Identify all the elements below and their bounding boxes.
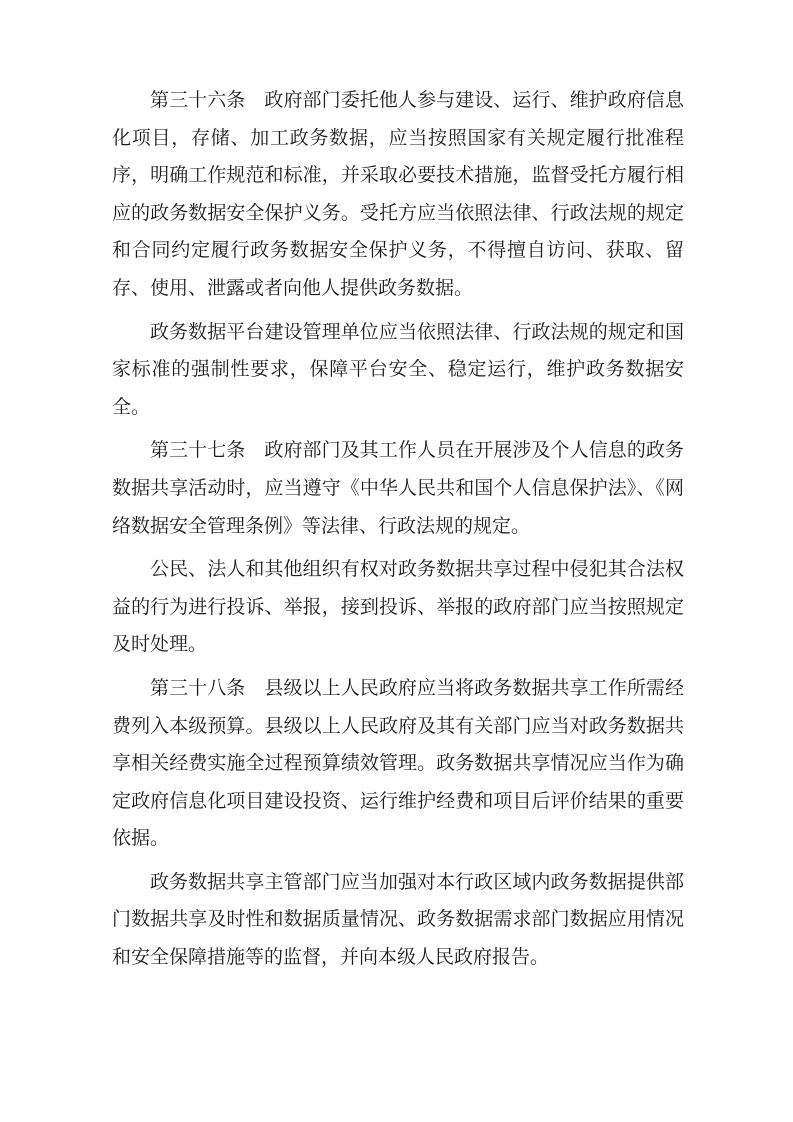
paragraph-article-38 (112, 670, 684, 858)
document-body (112, 82, 684, 983)
article-number: 第三十六条 (150, 89, 246, 111)
paragraph-text: 政务数据共享主管部门应当加强对本行政区域内政务数据提供部门数据共享及时性和数据质量情况、政务数据需求部门数据应用情况和安全保障措施等的监督，并向本级人民政府报告。 (112, 870, 684, 969)
paragraph-supervision (112, 864, 684, 977)
paragraph-text: 政府部门委托他人参与建设、运行、维护政府信息化项目，存储、加工政务数据，应当按照国家有关规定履行批准程序，明确工作规范和标准，并采取必要技术措施，监督受托方履行相应的政务数据安全保护义务。受托方应当依照法律、行政法规的规定和合同约定履行政务数据安全保护义务，不得擅自访问、获取、留存、使用、泄露或者向他人提供政务数据。 (112, 89, 684, 299)
paragraph-text: 公民、法人和其他组织有权对政务数据共享过程中侵犯其合法权益的行为进行投诉、举报，接到投诉、举报的政府部门应当按照规定及时处理。 (112, 558, 684, 656)
paragraph-platform-security (112, 314, 684, 427)
paragraph-article-37 (112, 432, 684, 545)
paragraph-text: 政府部门及其工作人员在开展涉及个人信息的政务数据共享活动时，应当遵守《中华人民共和国个人信息保护法》、《网络数据安全管理条例》等法律、行政法规的规定。 (112, 439, 684, 537)
paragraph-complaints (112, 551, 684, 664)
paragraph-text: 政务数据平台建设管理单位应当依照法律、行政法规的规定和国家标准的强制性要求，保障平台安全、稳定运行，维护政务数据安全。 (112, 320, 684, 418)
paragraph-article-36 (112, 82, 684, 308)
article-number: 第三十八条 (150, 676, 246, 699)
paragraph-text: 县级以上人民政府应当将政务数据共享工作所需经费列入本级预算。县级以上人民政府及其有关部门应当对政务数据共享相关经费实施全过程预算绩效管理。政务数据共享情况应当作为确定政府信息化项目建设投资、运行维护经费和项目后评价结果的重要依据。 (112, 676, 684, 850)
article-number: 第三十七条 (150, 439, 246, 462)
